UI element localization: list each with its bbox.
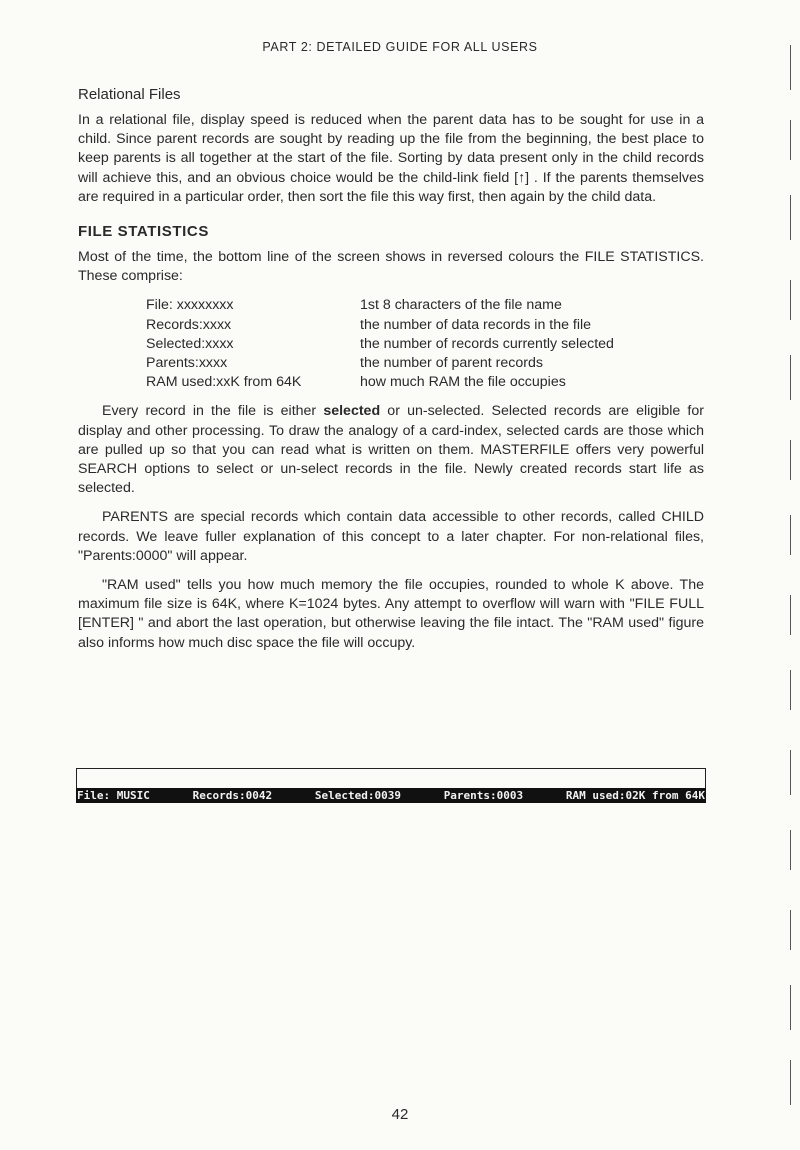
margin-mark	[790, 595, 791, 635]
file-statistics-bar	[76, 788, 706, 803]
stat-desc: the number of records currently selected	[360, 335, 614, 352]
stat-row	[146, 354, 704, 373]
relational-files-heading: Relational Files	[78, 86, 181, 103]
stat-row	[146, 296, 704, 315]
ram-paragraph: "RAM used" tells you how much memory the file occupies, rounded to whole K above. The maximum file size is 64K, where K=1024 bytes. Any attempt to overflow will warn with "FILE FULL [ENTER] " and abort the last operation, but otherwise leaving the file intact. The "RAM used" figure also informs how much disc space the file will occupy.	[78, 577, 704, 651]
margin-mark	[790, 440, 791, 480]
margin-mark	[790, 120, 791, 160]
margin-mark	[790, 195, 791, 240]
stat-field: Records:xxxx	[146, 316, 232, 333]
stat-row	[146, 316, 704, 335]
page-header: PART 2: DETAILED GUIDE FOR ALL USERS	[262, 40, 538, 54]
stat-row	[146, 373, 704, 392]
relational-text-a: In a relational file, display speed is reduced when the parent data has to be sought for use in a child. Since parent records are sought by reading up the file from the beginning, the best place to keep parents is all together at the start of the file. Sorting by data present only in the child records will achieve this, and an obvious choice would be the child-link field [	[78, 112, 704, 186]
stat-field: Selected:xxxx	[146, 335, 234, 352]
stats-intro: Most of the time, the bottom line of the screen shows in reversed colours the FILE STATISTICS. These comprise:	[78, 249, 704, 285]
stat-desc: the number of parent records	[360, 355, 543, 372]
margin-mark	[790, 985, 791, 1030]
stat-desc: 1st 8 characters of the file name	[360, 297, 562, 314]
selected-text-a: Every record in the file is either	[102, 403, 324, 420]
status-records: Records:0042	[192, 789, 273, 802]
margin-mark	[790, 280, 791, 320]
stat-field: RAM used:xxK from 64K	[146, 374, 302, 391]
margin-mark	[790, 750, 791, 795]
status-parents: Parents:0003	[443, 789, 524, 802]
stat-desc: the number of data records in the file	[360, 316, 592, 333]
file-statistics-heading: FILE STATISTICS	[78, 223, 209, 241]
status-file: File: MUSIC	[77, 789, 150, 802]
margin-mark	[790, 1060, 791, 1105]
margin-mark	[790, 670, 791, 710]
margin-mark	[790, 910, 791, 950]
relational-text-b: ] . If the parents themselves are required in a particular order, then sort the file this way first, then again by the child data.	[78, 169, 704, 205]
selected-text-b: or un-selected. Selected records are eligible for display and other processing. To draw the analogy of a card-index, selected cards are those which are pulled up so that you can read what is written on them. MASTERFILE offers very powerful SEARCH options to select or un-select records in the file. Newly created records start life as selected.	[78, 403, 704, 497]
margin-mark	[790, 45, 791, 90]
status-ram: RAM used:02K from 64K	[565, 789, 705, 802]
selected-paragraph	[78, 402, 704, 498]
stat-field: Parents:xxxx	[146, 355, 228, 372]
status-selected: Selected:0039	[314, 789, 401, 802]
margin-mark	[790, 355, 791, 400]
page-number: 42	[391, 1106, 409, 1123]
stat-desc: how much RAM the file occupies	[360, 374, 566, 391]
stat-field: File: xxxxxxxx	[146, 297, 234, 314]
up-arrow-icon: ↑	[518, 169, 526, 186]
margin-mark	[790, 830, 791, 870]
content	[78, 86, 704, 663]
parents-paragraph: PARENTS are special records which contain data accessible to other records, called CHILD records. We leave fuller explanation of this concept to a later chapter. For non-relational files, "Parents:0000" will appear.	[78, 509, 704, 564]
relational-paragraph	[78, 111, 704, 207]
stat-row	[146, 335, 704, 354]
stats-table	[146, 296, 704, 392]
margin-mark	[790, 515, 791, 555]
selected-bold: selected	[323, 403, 381, 420]
